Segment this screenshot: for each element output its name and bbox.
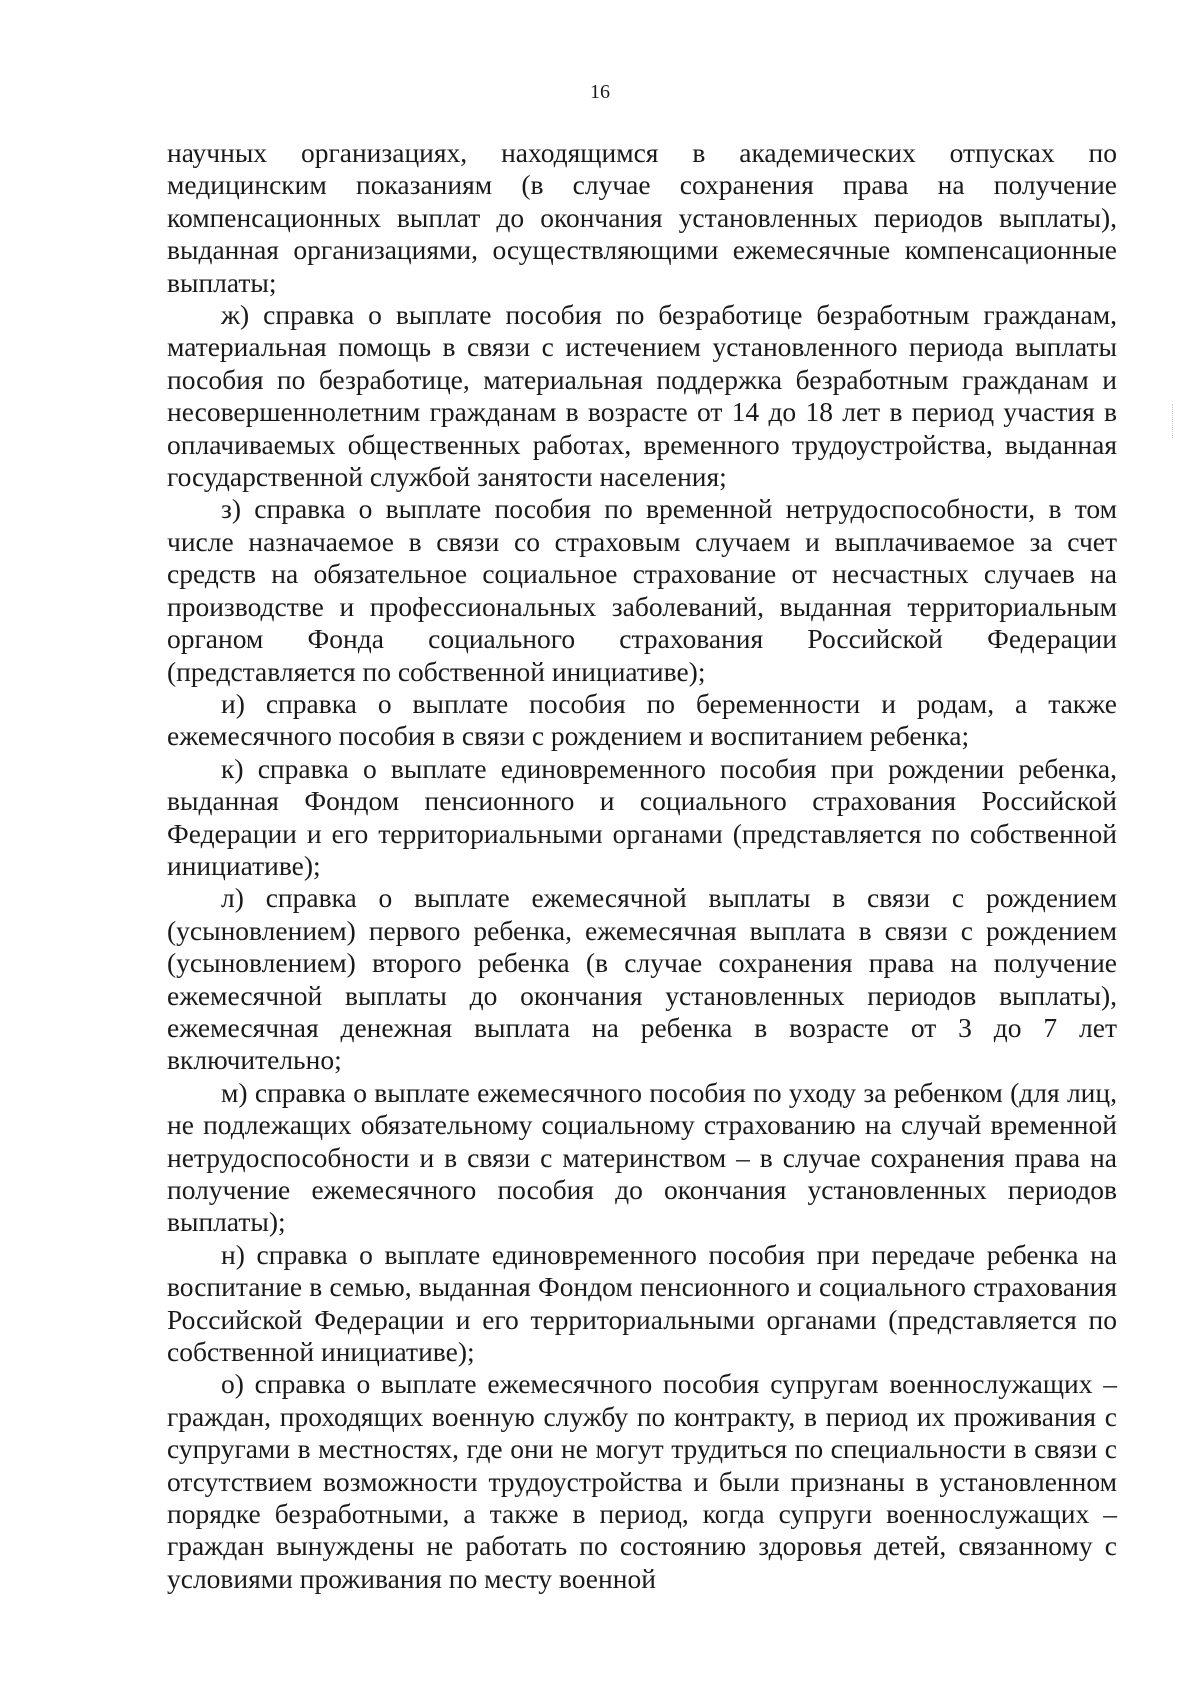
paragraph-continuation: научных организациях, находящимся в академических отпусках по медицинским показаниям (в случае сохранения права на получение компенсационных выплат до окончания установленных периодов выплаты), выданная организациями, осуществляющими ежемесячные компенсационные выплаты; — [167, 137, 1117, 298]
paragraph-item-o: о) справка о выплате ежемесячного пособия супругам военнослужащих – граждан, проходящих военную службу по контракту, в период их проживания с супругами в местностях, где они не могут трудиться по специальности в связи с отсутствием возможности трудоустройства и были признаны в установленном порядке безработными, а также в период, когда супруги военнослужащих – граждан вынуждены не работать по состоянию здоровья детей, связанному с условиями проживания по месту военной — [167, 1368, 1117, 1594]
paragraph-item-i: и) справка о выплате пособия по беременности и родам, а также ежемесячного пособия в связи с рождением и воспитанием ребенка; — [167, 687, 1117, 752]
paragraph-item-zh: ж) справка о выплате пособия по безработице безработным гражданам, материальная помощь в связи с истечением установленного периода выплаты пособия по безработице, материальная поддержка безработным гражданам и несовершеннолетним гражданам в возрасте от 14 до 18 лет в период участия в оплачиваемых общественных работах, временного трудоустройства, выданная государственной службой занятости населения; — [167, 299, 1117, 493]
document-body — [167, 137, 1117, 1595]
paragraph-item-z: з) справка о выплате пособия по временной нетрудоспособности, в том числе назначаемое в связи со страховым случаем и выплачиваемое за счет средств на обязательное социальное страхование от несчастных случаев на производстве и профессиональных заболеваний, выданная территориальным органом Фонда социального страхования Российской Федерации (представляется по собственной инициативе); — [167, 493, 1117, 687]
paragraph-item-k: к) справка о выплате единовременного пособия при рождении ребенка, выданная Фондом пенсионного и социального страхования Российской Федерации и его территориальными органами (представляется по собственной инициативе); — [167, 752, 1117, 881]
paragraph-item-l: л) справка о выплате ежемесячной выплаты в связи с рождением (усыновлением) первого ребенка, ежемесячная выплата в связи с рождением (усыновлением) второго ребенка (в случае сохранения права на получение ежемесячной выплаты до окончания установленных периодов выплаты), ежемесячная денежная выплата на ребенка в возрасте от 3 до 7 лет включительно; — [167, 882, 1117, 1076]
page-number: 16 — [590, 81, 610, 103]
paragraph-item-m: м) справка о выплате ежемесячного пособия по уходу за ребенком (для лиц, не подлежащих обязательному социальному страхованию на случай временной нетрудоспособности и в связи с материнством – в случае сохранения права на получение ежемесячного пособия до окончания установленных периодов выплаты); — [167, 1076, 1117, 1238]
scan-edge-mark — [1172, 404, 1175, 438]
paragraph-item-n: н) справка о выплате единовременного пособия при передаче ребенка на воспитание в семью, выданная Фондом пенсионного и социального страхования Российской Федерации и его территориальными органами (представляется по собственной инициативе); — [167, 1238, 1117, 1368]
